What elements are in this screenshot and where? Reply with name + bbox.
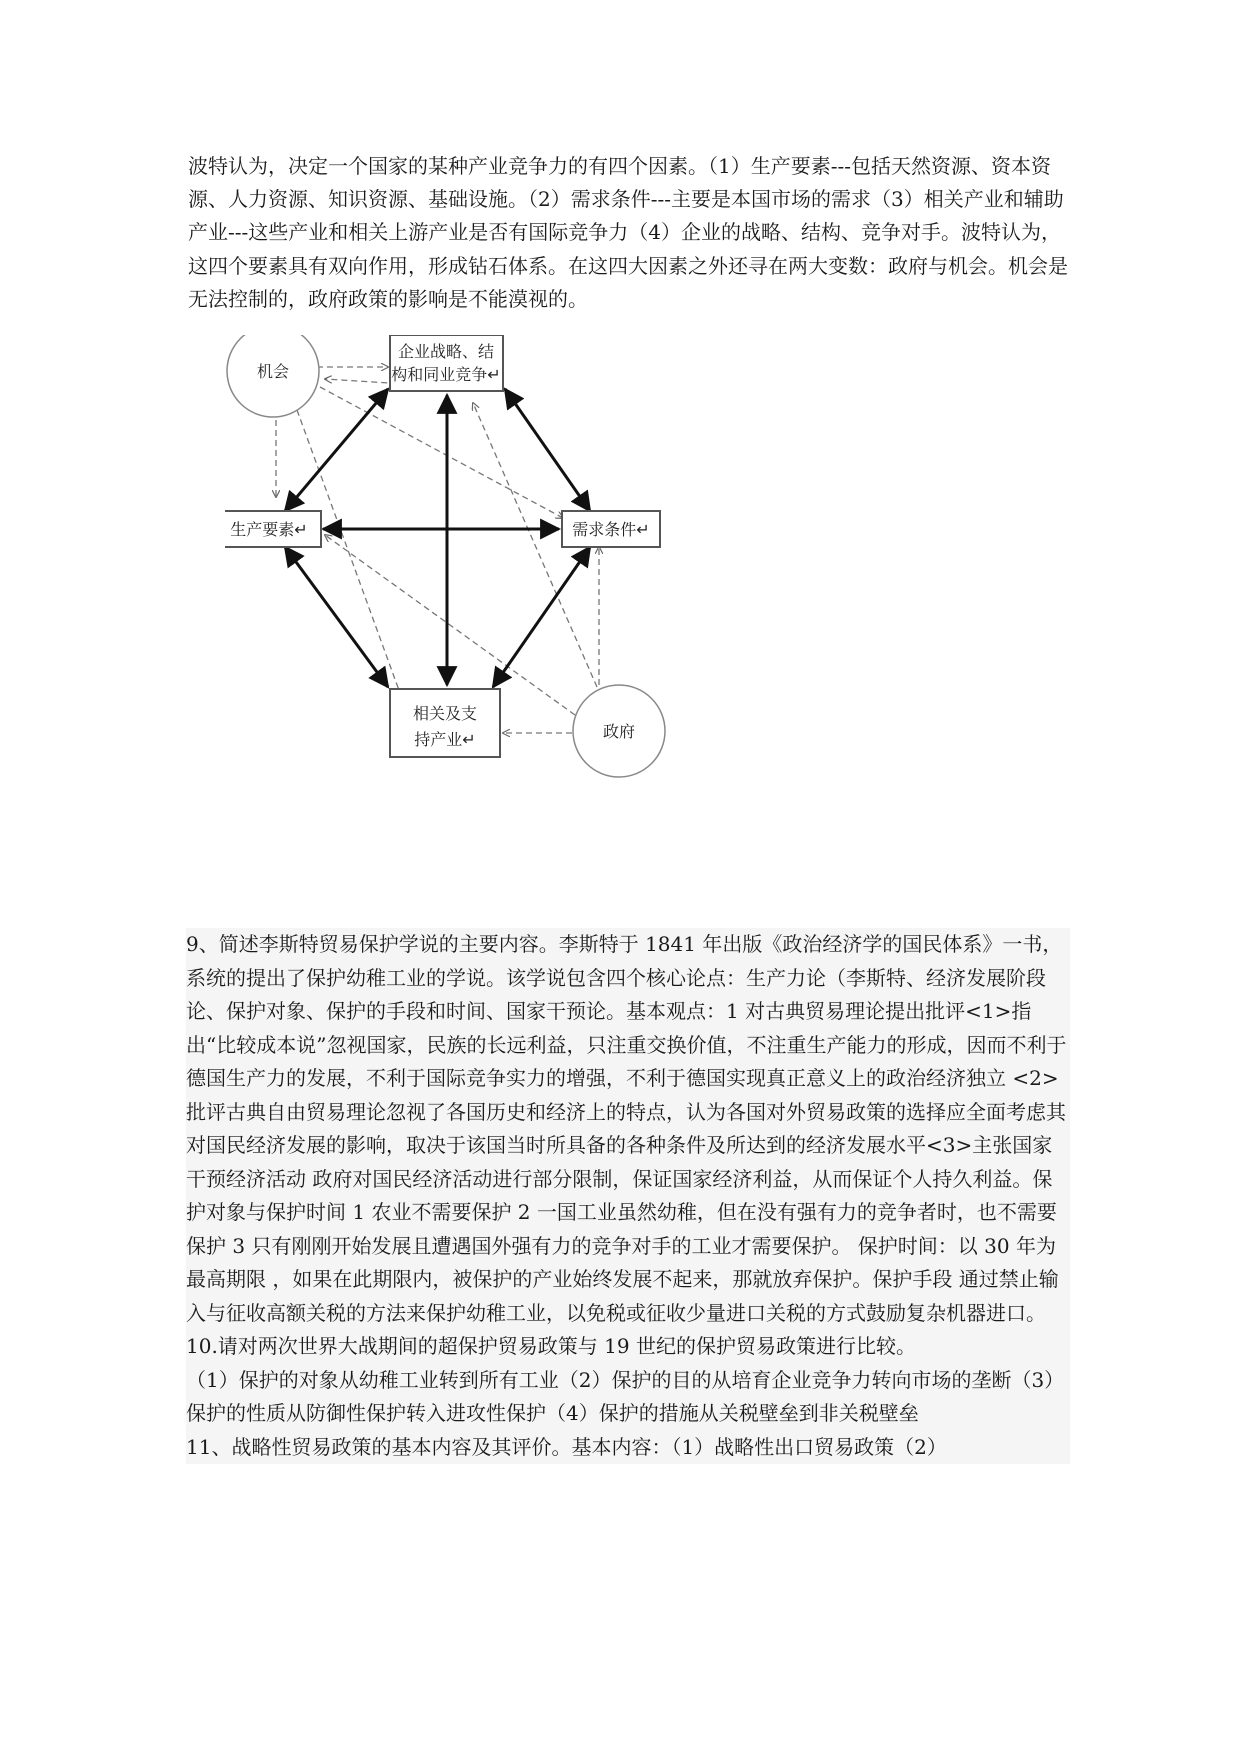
related-node [390, 689, 500, 757]
government-node [573, 685, 665, 777]
factors-label: 生产要素↵ [230, 520, 308, 539]
strategy-node [390, 335, 503, 391]
strategy-demand-arrow [505, 389, 590, 511]
factors-node [225, 511, 321, 547]
chance-to-demand-arrow [320, 387, 563, 518]
q10-body: （1）保护的对象从幼稚工业转到所有工业（2）保护的目的从培育企业竞争力转向市场的垄断（3）保护的性质从防御性保护转入进攻性保护（4）保护的措施从关税壁垒到非关税壁垒 [186, 1367, 1065, 1425]
demand-related-arrow [493, 547, 590, 687]
intro-paragraph [188, 150, 1068, 316]
porter-diamond-diagram [225, 335, 755, 875]
strategy-label-line1: 企业战略、结 [397, 342, 495, 361]
related-label-line2: 持产业↵ [414, 730, 476, 749]
intro-text: 波特认为，决定一个国家的某种产业竞争力的有四个因素。（1）生产要素---包括天然资源、资本资源、人力资源、知识资源、基础设施。（2）需求条件---主要是本国市场的需求（3）相关产业和辅助产业---这些产业和相关上游产业是否有国际竞争力（4）企业的战略、结构、竞争对手。波特认为，这四个要素具有双向作用，形成钻石体系。在这四大因素之外还寻在两大变数：政府与机会。机会是无法控制的，政府政策的影响是不能漠视的。 [188, 154, 1068, 311]
government-label: 政府 [602, 722, 636, 741]
chance-label: 机会 [256, 362, 290, 381]
q9-paragraph: 9、简述李斯特贸易保护学说的主要内容。李斯特于 1841 年出版《政治经济学的国民体系》一书，系统的提出了保护幼稚工业的学说。该学说包含四个核心论点：生产力论（李斯特、经济发展阶段论、保护对象、保护的手段和时间、国家干预论。基本观点：1 对古典贸易理论提出批评<1>指出“比较成本说”忽视国家，民族的长远利益，只注重交换价值，不注重生产能力的形成，因而不利于德国生产力的发展，不利于国际竞争实力的增强，不利于德国实现真正意义上的政治经济独立 <2>批评古典自由贸易理论忽视了各国历史和经济上的特点，认为各国对外贸易政策的选择应全面考虑其对国民经济发展的影响，取决于该国当时所具备的各种条件及所达到的经济发展水平<3>主张国家干预经济活动 政府对国民经济活动进行部分限制，保证国家经济利益，从而保证个人持久利益。保护对象与保护时间 1 农业不需要保护 2 一国工业虽然幼稚，但在没有强有力的竞争者时，也不需要保护 3 只有刚刚开始发展且遭遇国外强有力的竞争对手的工业才需要保护。 保护时间：以 30 年为最高期限 ，如果在此期限内，被保护的产业始终发展不起来，那就放弃保护。保护手段 通过禁止输入与征收高额关税的方法来保护幼稚工业，以免税或征收少量进口关税的方式鼓励复杂机器进口。 [186, 932, 1067, 1325]
strategy-label-line2: 构和同业竞争↵ [391, 365, 501, 384]
q11-paragraph: 11、战略性贸易政策的基本内容及其评价。基本内容：（1）战略性出口贸易政策（2） [186, 1434, 947, 1459]
chance-node [227, 335, 319, 417]
q10-title: 10.请对两次世界大战期间的超保护贸易政策与 19 世纪的保护贸易政策进行比较。 [186, 1334, 916, 1358]
demand-label: 需求条件↵ [572, 520, 650, 539]
answers-block [186, 928, 1070, 1464]
chance-to-related-arrow [297, 410, 408, 715]
related-label-line1: 相关及支 [412, 704, 478, 723]
demand-node [562, 511, 660, 547]
